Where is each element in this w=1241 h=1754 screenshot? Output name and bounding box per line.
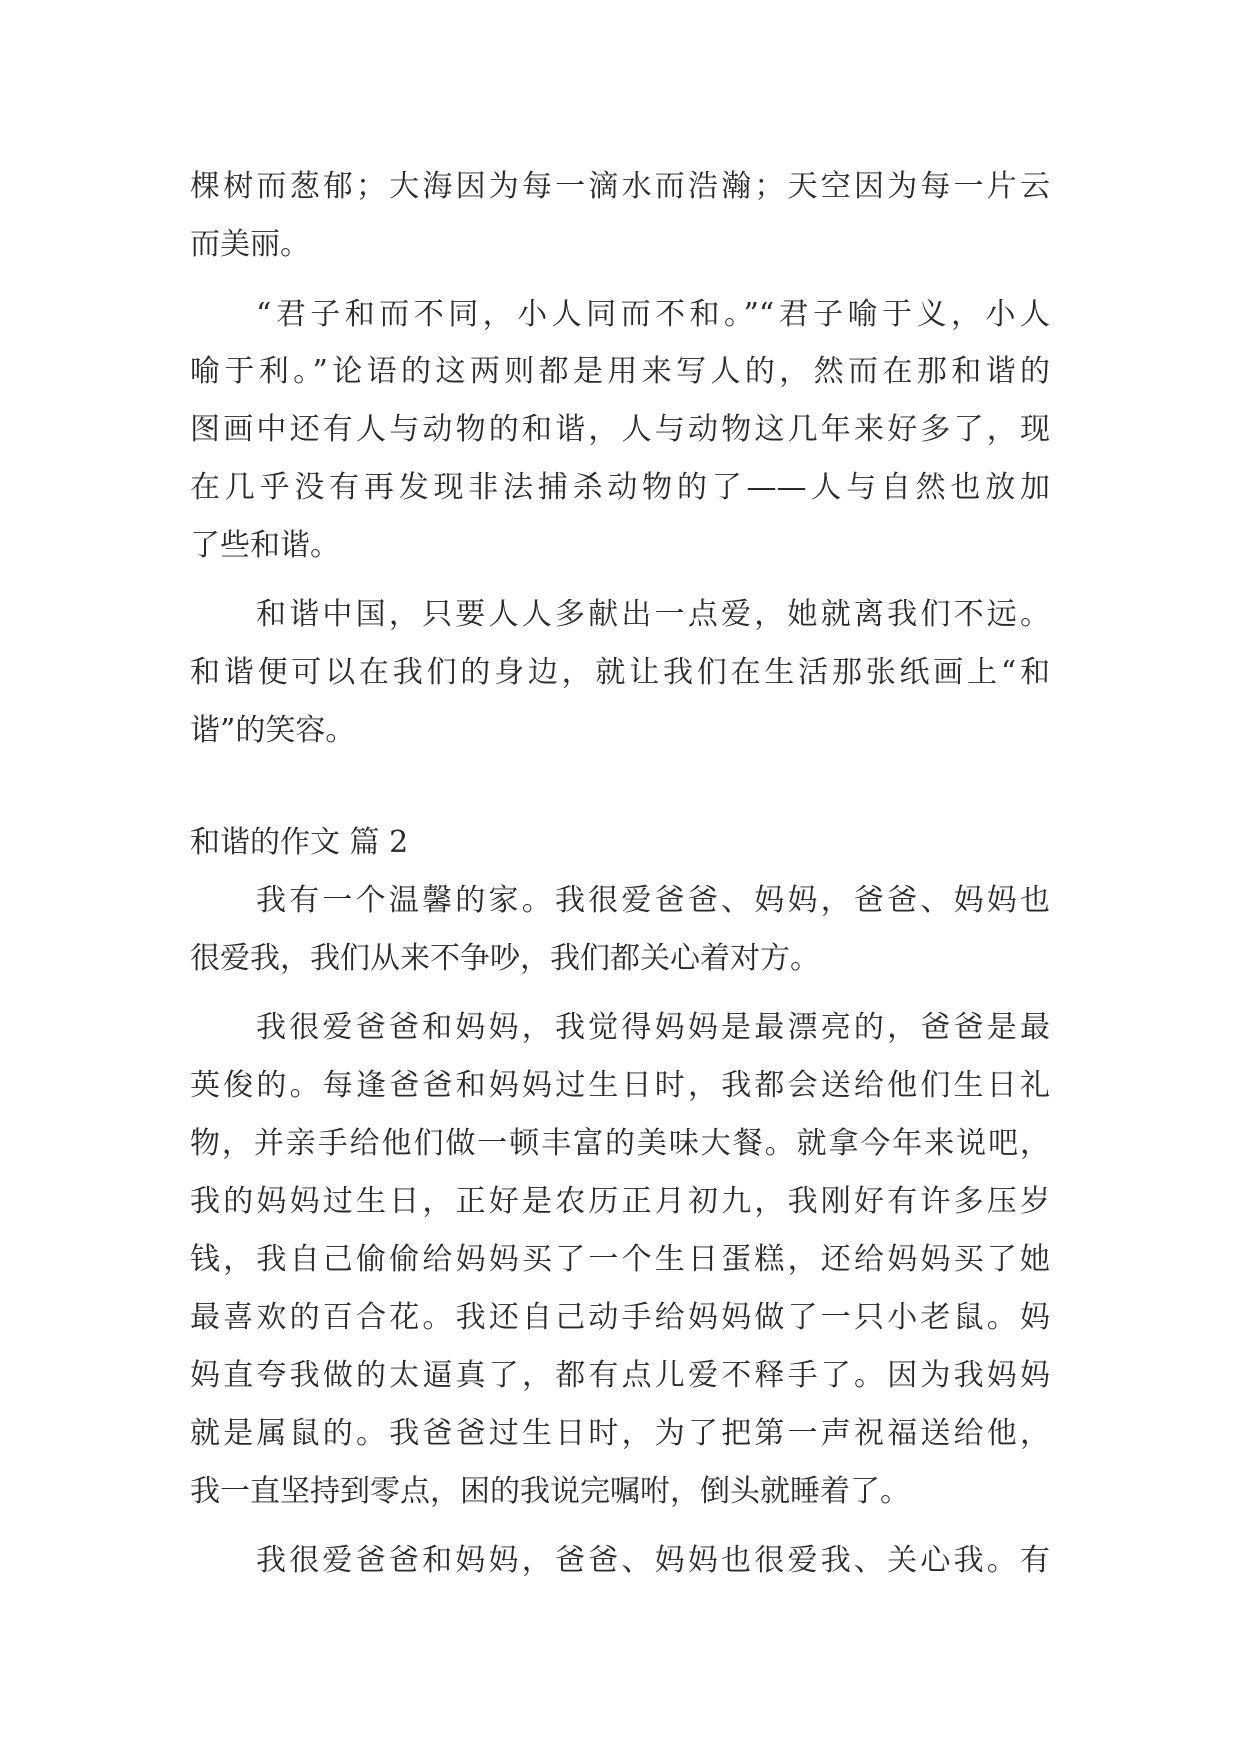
text-line: 英俊的。每逢爸爸和妈妈过生日时，我都会送给他们生日礼 <box>190 1068 1050 1103</box>
text-line: 最喜欢的百合花。我还自己动手给妈妈做了一只小老鼠。妈 <box>190 1300 1050 1335</box>
text-line: 我一直坚持到零点，困的我说完嘱咐，倒头就睡着了。 <box>190 1474 910 1509</box>
text-line: 在几乎没有再发现非法捕杀动物的了——人与自然也放加 <box>190 470 1050 505</box>
text-line: 图画中还有人与动物的和谐，人与动物这几年来好多了，现 <box>190 412 1050 447</box>
text-line: 棵树而葱郁；大海因为每一滴水而浩瀚；天空因为每一片云 <box>190 169 1050 204</box>
text-line: 妈直夸我做的太逼真了，都有点儿爱不释手了。因为我妈妈 <box>190 1358 1050 1393</box>
text-line: 很爱我，我们从来不争吵，我们都关心着对方。 <box>190 941 820 976</box>
text-line: 和谐便可以在我们的身边，就让我们在生活那张纸画上“和 <box>190 655 1050 690</box>
text-line: “君子和而不同，小人同而不和。”“君子喻于义，小人 <box>256 297 1050 332</box>
text-line: 就是属鼠的。我爸爸过生日时，为了把第一声祝福送给他， <box>190 1416 1050 1451</box>
text-line: 和谐中国，只要人人多献出一点爱，她就离我们不远。 <box>256 597 1050 632</box>
text-line: 我有一个温馨的家。我很爱爸爸、妈妈，爸爸、妈妈也 <box>256 883 1050 918</box>
section-heading: 和谐的作文 篇 2 <box>190 825 409 860</box>
text-line: 而美丽。 <box>190 227 310 262</box>
text-line: 谐”的笑容。 <box>190 713 356 748</box>
text-line: 物，并亲手给他们做一顿丰富的美味大餐。就拿今年来说吧， <box>190 1126 1050 1161</box>
text-line: 钱，我自己偷偷给妈妈买了一个生日蛋糕，还给妈妈买了她 <box>190 1242 1050 1277</box>
text-line: 我的妈妈过生日，正好是农历正月初九，我刚好有许多压岁 <box>190 1184 1050 1219</box>
text-line: 我很爱爸爸和妈妈，爸爸、妈妈也很爱我、关心我。有 <box>256 1543 1050 1578</box>
text-line: 了些和谐。 <box>190 528 340 563</box>
text-line: 我很爱爸爸和妈妈，我觉得妈妈是最漂亮的，爸爸是最 <box>256 1010 1050 1045</box>
text-line: 喻于利。”论语的这两则都是用来写人的，然而在那和谐的 <box>190 354 1050 389</box>
